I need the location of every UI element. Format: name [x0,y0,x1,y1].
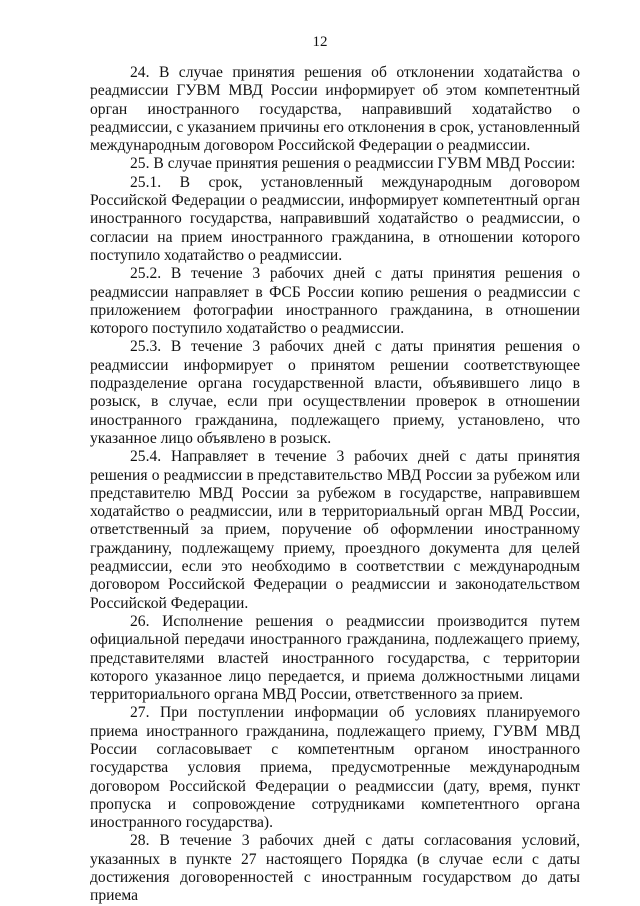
paragraph-25-4: 25.4. Направляет в течение 3 рабочих дней с даты принятия решения о реадмиссии в представительство МВД России за рубежом или представителю МВД России за рубежом в государстве, направившем ходатайство о реадмиссии, или в территориальный орган МВД России, ответственный за прием, поручение об оформлении иностранному гражданину, подлежащему приему, проездного документа для целей реадмиссии, если это необходимо в соответствии с международным договором Российской Федерации о реадмиссии и законодательством Российской Федерации. [90,448,580,612]
paragraph-25-3: 25.3. В течение 3 рабочих дней с даты принятия решения о реадмиссии информирует о принятом решении соответствующее подразделение органа государственной власти, объявившего лицо в розыск, в случае, если при осуществлении проверок в отношении иностранного гражданина, подлежащего приему, установлено, что указанное лицо объявлено в розыск. [90,338,580,447]
paragraph-25-2: 25.2. В течение 3 рабочих дней с даты принятия решения о реадмиссии направляет в ФСБ России копию решения о реадмиссии с приложением фотографии иностранного гражданина, в отношении которого поступило ходатайство о реадмиссии. [90,265,580,338]
paragraph-28: 28. В течение 3 рабочих дней с даты согласования условий, указанных в пункте 27 настоящего Порядка (в случае если с даты достижения договоренностей с иностранным государством до даты приема [90,832,580,905]
paragraph-24: 24. В случае принятия решения об отклонении ходатайства о реадмиссии ГУВМ МВД России информирует об этом компетентный орган иностранного государства, направивший ходатайство о реадмиссии, с указанием причины его отклонения в срок, установленный международным договором Российской Федерации о реадмиссии. [90,64,580,155]
document-body [90,64,580,906]
paragraph-26: 26. Исполнение решения о реадмиссии производится путем официальной передачи иностранного гражданина, подлежащего приему, представителями властей иностранного государства, с территории которого указанное лицо передается, и приема должностными лицами территориального органа МВД России, ответственного за прием. [90,612,580,704]
paragraph-25: 25. В случае принятия решения о реадмиссии ГУВМ МВД России: [130,155,576,173]
page-number: 12 [312,34,328,50]
paragraph-27: 27. При поступлении информации об условиях планируемого приема иностранного гражданина, подлежащего приему, ГУВМ МВД России согласовывает с компетентным органом иностранного государства условия приема, предусмотренные международным договором Российской Федерации о реадмиссии (дату, время, пункт пропуска и сопровождение сотрудниками компетентного органа иностранного государства). [90,704,580,832]
paragraph-25-1: 25.1. В срок, установленный международным договором Российской Федерации о реадмиссии, информирует компетентный орган иностранного государства, направивший ходатайство о реадмиссии, о согласии на прием иностранного гражданина, в отношении которого поступило ходатайство о реадмиссии. [90,173,580,264]
